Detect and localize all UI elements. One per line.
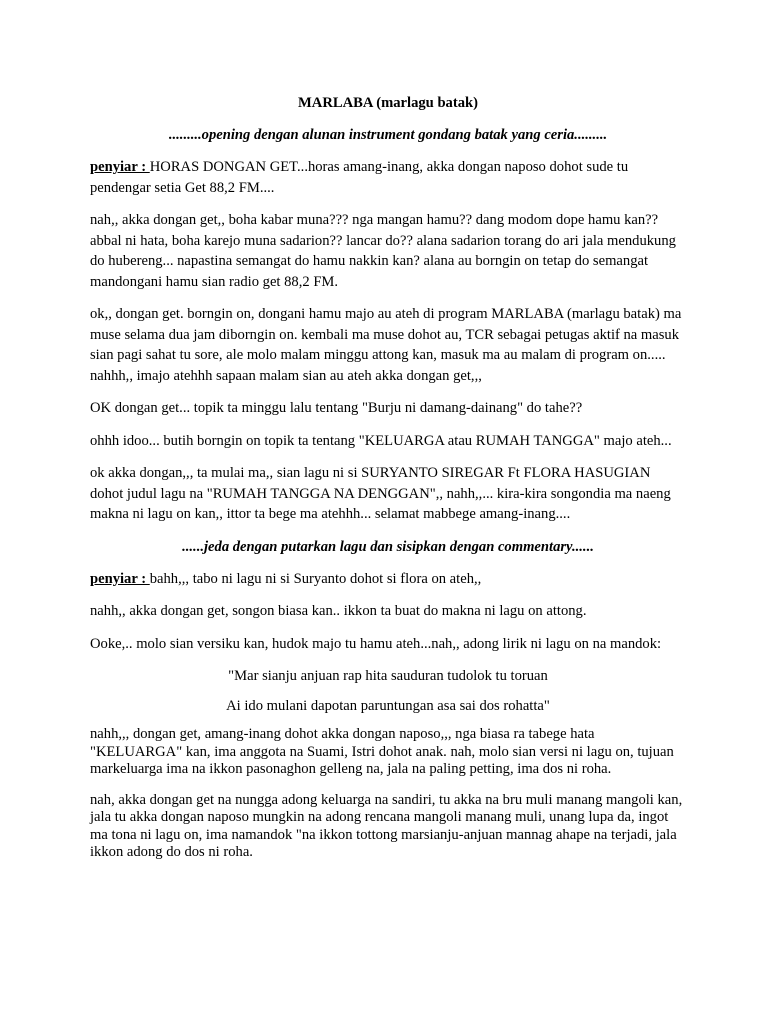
paragraph-greeting: nah,, akka dongan get,, boha kabar muna??? nga mangan hamu?? dang modom dope hamu kan?? abbal ni hata, boha karejo muna sadarion?? lancar do?? alana sadarion torang do ari jala mendukung do hubereng... napastina semangat do hamu nakkin kan? alana au borngin on tetap do semangat mandongani hamu sian radio get 88,2 FM.	[90, 212, 676, 290]
lyric-line-1: "Mar sianju anjuan rap hita sauduran tudolok tu toruan	[228, 668, 548, 684]
paragraph-topic: ohhh idoo... butih borngin on topik ta tentang "KELUARGA atau RUMAH TANGGA" majo ateh...	[90, 432, 672, 449]
paragraph-after-song	[90, 569, 686, 590]
intro-text: HORAS DONGAN GET...horas amang-inang, akka dongan naposo dohot sude tu pendengar setia Get 88,2 FM....	[90, 159, 629, 196]
jeda-note: ......jeda dengan putarkan lagu dan sisipkan dengan commentary......	[182, 538, 594, 555]
paragraph-program: ok,, dongan get. borngin on, dongani hamu majo au ateh di program MARLABA (marlagu batak) ma muse selama dua jam diborngin on. kembali ma muse dohot au, TCR sebagai petugas aktif na masuk sian pagi sahat tu sore, ale molo malam minggu attong kan, masuk ma au malam di program on..... nahhh,, imajo atehhh sapaan malam sian au ateh akka dongan get,,,	[90, 306, 682, 384]
document-page	[90, 93, 686, 875]
paragraph-lyric-intro: Ooke,.. molo sian versiku kan, hudok majo tu hamu ateh...nah,, adong lirik ni lagu on na mandok:	[90, 635, 662, 652]
opening-note: .........opening dengan alunan instrument gondang batak yang ceria.........	[168, 127, 608, 143]
paragraph-keluarga: nahh,,, dongan get, amang-inang dohot akka dongan naposo,,, nga biasa ra tabege hata "KELUARGA" kan, ima anggota na Suami, Istri dohot anak. nah, molo sian versi ni lagu on, tujuan markeluarga ima na ikkon pasonaghon gelleng na, jala na paling petting, ima dos ni roha.	[90, 726, 674, 777]
paragraph-meaning: nahh,, akka dongan get, songon biasa kan.. ikkon ta buat do makna ni lagu on attong.	[90, 603, 587, 619]
intro-paragraph	[90, 157, 686, 198]
paragraph-song-intro: ok akka dongan,,, ta mulai ma,, sian lagu ni si SURYANTO SIREGAR Ft FLORA HASUGIAN dohot judul lagu na "RUMAH TANGGA NA DENGGAN",, nahh,,... kira-kira songondia ma naeng makna ni lagu on kan,, ittor ta bege ma atehhh... selamat mabbege amang-inang....	[90, 465, 671, 522]
paragraph-closing: nah, akka dongan get na nungga adong keluarga na sandiri, tu akka na bru muli manang mangoli kan, jala tu akka dongan naposo mungkin na adong rencana mangoli manang muli, unang lupa da, ingot ma tona ni lagu on, ima namandok "na ikkon tottong marsianju-anjuan mannag ahape na terjadi, jala ikkon adong do dos ni roha.	[90, 791, 683, 860]
speaker-label: penyiar :	[90, 159, 150, 175]
after-song-text: bahh,,, tabo ni lagu ni si Suryanto dohot si flora on ateh,,	[149, 570, 482, 587]
document-title: MARLABA (marlagu batak)	[298, 95, 478, 111]
lyric-line-2: Ai ido mulani dapotan paruntungan asa sai dos rohatta"	[226, 698, 550, 714]
speaker-label: penyiar :	[90, 570, 150, 587]
paragraph-last-topic: OK dongan get... topik ta minggu lalu tentang "Burju ni damang-dainang" do tahe??	[90, 400, 583, 416]
